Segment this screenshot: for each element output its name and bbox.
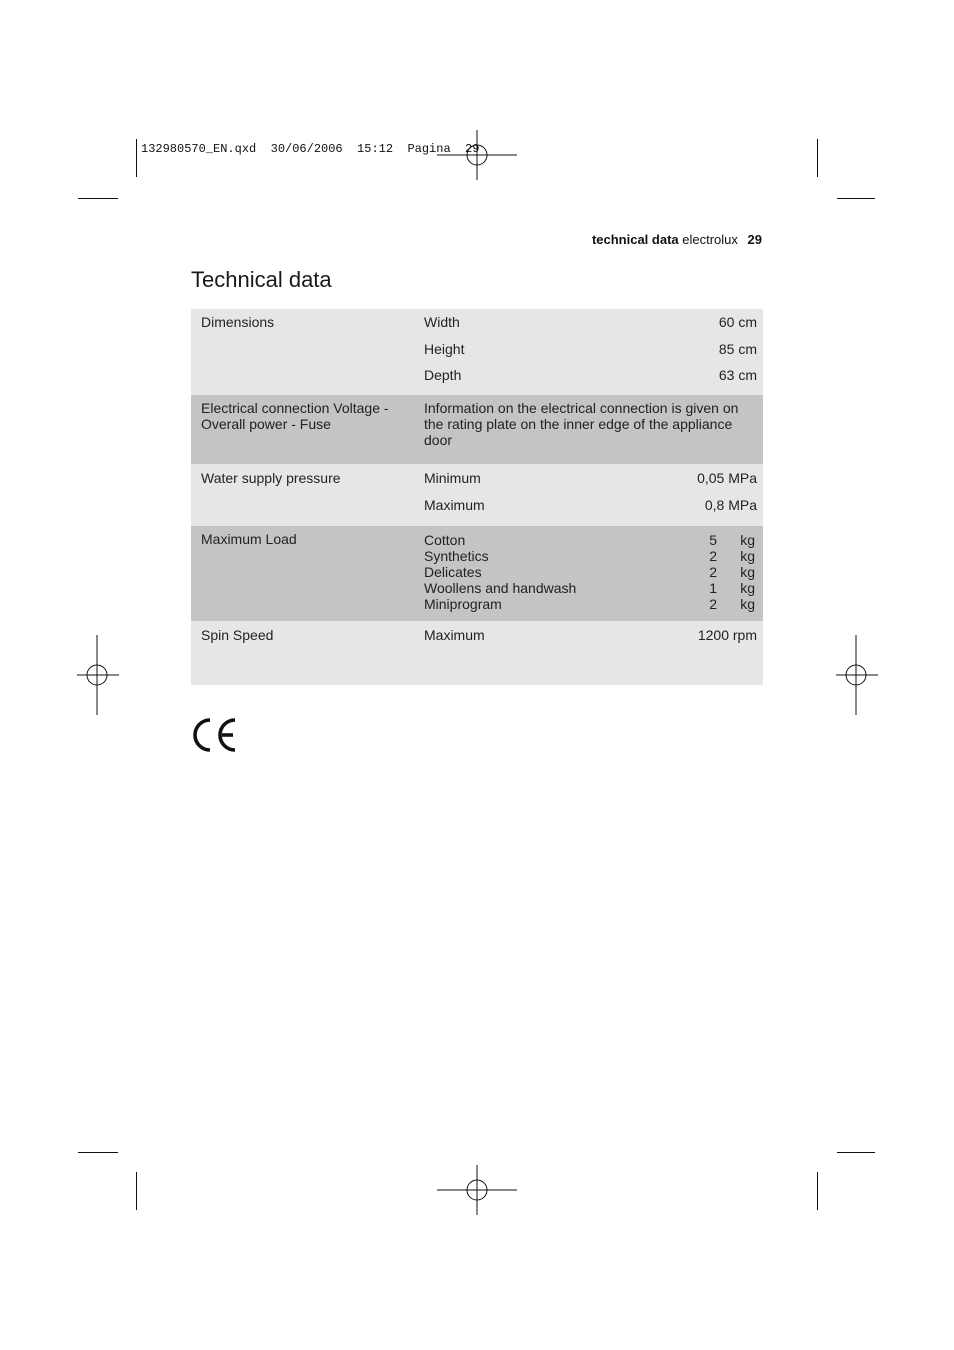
table-line [424,470,757,486]
crop-mark [136,139,137,177]
line-value: 0,05 MPa [697,470,757,486]
list-item [424,564,755,580]
load-unit: kg [740,532,755,548]
technical-data-table [191,309,763,685]
load-unit: kg [740,564,755,580]
page-title: Technical data [191,267,332,292]
table-line [424,367,757,383]
crop-mark [817,139,818,177]
crop-mark [817,1172,818,1210]
page-number: 29 [747,232,762,247]
load-unit: kg [740,596,755,612]
crop-mark [837,1152,875,1153]
running-header-section: technical data [591,232,679,247]
line-name: Height [424,341,465,357]
list-item [424,596,755,612]
table-row-spin-speed [191,621,763,685]
crop-mark [78,1152,118,1153]
table-line [424,497,757,513]
load-qty: 2 [709,596,717,612]
line-value: 63 cm [718,367,757,383]
list-item [424,548,755,564]
row-info: Information on the electrical connection is given on the rating plate on the inner edge of the appliance door [424,400,739,448]
load-unit: kg [740,548,755,564]
line-name: Maximum [424,627,485,643]
load-name: Delicates [424,564,482,580]
line-value: 85 cm [718,341,757,357]
row-label: Electrical connection Voltage - Overall power - Fuse [201,400,389,432]
table-line [424,627,757,643]
print-slug: 132980570_EN.qxd 30/06/2006 15:12 Pagina 29 [141,142,480,156]
line-name: Minimum [424,470,481,486]
load-name: Cotton [424,532,466,548]
list-item [424,532,755,548]
load-unit: kg [740,580,755,596]
table-row-water-pressure [191,464,763,526]
line-value: 0,8 MPa [704,497,757,513]
line-name: Depth [424,367,462,383]
registration-mark-icon [437,130,517,180]
table-row-electrical [191,395,763,464]
load-qty: 1 [709,580,717,596]
crop-mark [78,198,118,199]
row-label: Spin Speed [201,627,274,643]
table-row-dimensions [191,309,763,395]
running-header-brand: electrolux [682,232,738,247]
load-name: Synthetics [424,548,489,564]
load-name: Miniprogram [424,596,502,612]
line-value: 1200 rpm [697,627,757,643]
list-item [424,580,755,596]
ce-mark-icon [190,717,240,753]
crop-mark [837,198,875,199]
table-line [424,314,757,330]
load-list [424,532,755,612]
row-label: Maximum Load [201,531,297,547]
registration-mark-icon [77,635,119,715]
running-header [592,232,762,247]
row-label: Dimensions [201,314,275,330]
line-name: Maximum [424,497,485,513]
load-qty: 2 [709,564,717,580]
line-value: 60 cm [718,314,757,330]
load-name: Woollens and handwash [424,580,577,596]
load-qty: 5 [709,532,717,548]
row-label: Water supply pressure [201,470,341,486]
crop-mark [136,1172,137,1210]
table-row-maximum-load [191,526,763,621]
load-qty: 2 [709,548,717,564]
table-line [424,341,757,357]
registration-mark-icon [836,635,878,715]
line-name: Width [424,314,460,330]
registration-mark-icon [437,1165,517,1215]
